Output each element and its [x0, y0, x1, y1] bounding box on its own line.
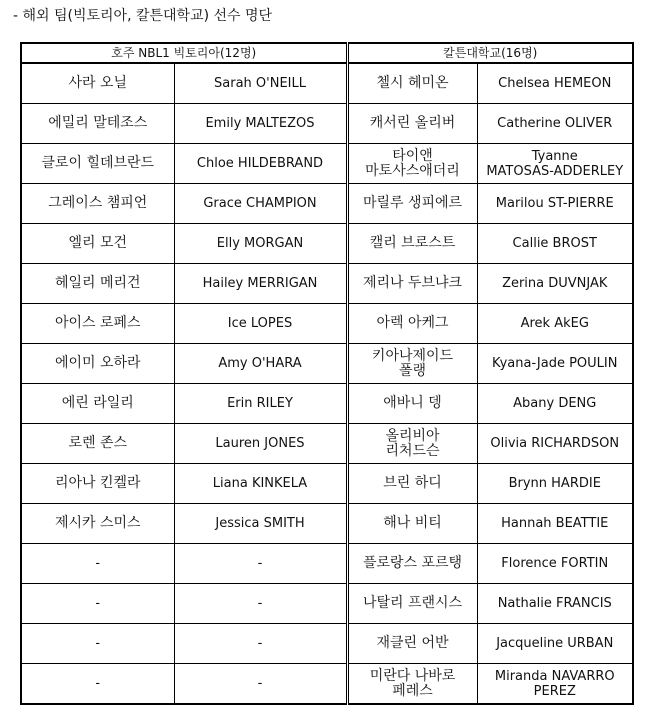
team1-english-name: - [174, 584, 347, 624]
team2-english-name: Hannah BEATTIE [477, 504, 633, 544]
team1-korean-name: - [21, 624, 174, 664]
table-row [21, 664, 633, 705]
team2-english-name: Chelsea HEMEON [477, 63, 633, 104]
team2-english-name: Miranda NAVARRO PEREZ [477, 664, 633, 705]
team2-english-name: Abany DENG [477, 384, 633, 424]
team2-korean-name: 캘리 브로스트 [347, 224, 477, 264]
team1-header: 호주 NBL1 빅토리아(12명) [21, 43, 347, 63]
team1-korean-name: - [21, 544, 174, 584]
team1-korean-name: 아이스 로페스 [21, 304, 174, 344]
team1-korean-name: 로렌 존스 [21, 424, 174, 464]
team1-korean-name: - [21, 664, 174, 705]
team2-korean-name: 나탈리 프랜시스 [347, 584, 477, 624]
team1-english-name: - [174, 544, 347, 584]
team2-korean-name: 해나 비티 [347, 504, 477, 544]
team1-korean-name: 사라 오닐 [21, 63, 174, 104]
table-row [21, 384, 633, 424]
team1-english-name: Chloe HILDEBRAND [174, 144, 347, 184]
team1-english-name: - [174, 624, 347, 664]
team2-korean-name: 브린 하디 [347, 464, 477, 504]
table-row [21, 63, 633, 104]
team2-english-name: Florence FORTIN [477, 544, 633, 584]
team1-english-name: Jessica SMITH [174, 504, 347, 544]
team2-korean-name: 미란다 나바로 페레스 [347, 664, 477, 705]
team1-korean-name: 리아나 킨켈라 [21, 464, 174, 504]
team2-english-name: Jacqueline URBAN [477, 624, 633, 664]
team1-english-name: Amy O'HARA [174, 344, 347, 384]
team2-korean-name: 키아나제이드 폴랭 [347, 344, 477, 384]
team2-korean-name: 캐서린 올리버 [347, 104, 477, 144]
team1-english-name: Sarah O'NEILL [174, 63, 347, 104]
team2-korean-name: 플로랑스 포르탱 [347, 544, 477, 584]
team1-korean-name: 헤일리 메리건 [21, 264, 174, 304]
roster-table [20, 42, 634, 705]
team1-korean-name: 제시카 스미스 [21, 504, 174, 544]
team1-english-name: Ice LOPES [174, 304, 347, 344]
table-row [21, 184, 633, 224]
team2-korean-name: 제리나 두브냐크 [347, 264, 477, 304]
team1-korean-name: 에린 라일리 [21, 384, 174, 424]
table-row [21, 344, 633, 384]
team1-korean-name: 클로이 힐데브란드 [21, 144, 174, 184]
table-row [21, 464, 633, 504]
table-row [21, 304, 633, 344]
team2-english-name: Catherine OLIVER [477, 104, 633, 144]
team2-korean-name: 올리비아 리처드슨 [347, 424, 477, 464]
team1-english-name: Lauren JONES [174, 424, 347, 464]
team2-korean-name: 타이앤 마토사스애더리 [347, 144, 477, 184]
team2-korean-name: 아렉 아케그 [347, 304, 477, 344]
team1-english-name: Emily MALTEZOS [174, 104, 347, 144]
table-row [21, 544, 633, 584]
team2-english-name: Tyanne MATOSAS-ADDERLEY [477, 144, 633, 184]
table-row [21, 144, 633, 184]
table-row [21, 424, 633, 464]
team2-english-name: Marilou ST-PIERRE [477, 184, 633, 224]
team2-english-name: Callie BROST [477, 224, 633, 264]
team1-english-name: Grace CHAMPION [174, 184, 347, 224]
team1-korean-name: 에이미 오하라 [21, 344, 174, 384]
team2-english-name: Arek AkEG [477, 304, 633, 344]
team2-korean-name: 재클린 어반 [347, 624, 477, 664]
team2-english-name: Nathalie FRANCIS [477, 584, 633, 624]
table-row [21, 584, 633, 624]
team1-korean-name: - [21, 584, 174, 624]
table-row [21, 104, 633, 144]
team2-english-name: Kyana-Jade POULIN [477, 344, 633, 384]
team2-korean-name: 마릴루 생피에르 [347, 184, 477, 224]
team2-english-name: Zerina DUVNJAK [477, 264, 633, 304]
document-title: - 해외 팀(빅토리아, 칼튼대학교) 선수 명단 [13, 8, 273, 24]
table-row [21, 264, 633, 304]
team1-korean-name: 엘리 모건 [21, 224, 174, 264]
team2-korean-name: 애바니 뎅 [347, 384, 477, 424]
header-row [21, 43, 633, 63]
table-row [21, 624, 633, 664]
roster-body [21, 63, 633, 704]
team1-korean-name: 에밀리 말테조스 [21, 104, 174, 144]
team1-english-name: Erin RILEY [174, 384, 347, 424]
team1-english-name: Liana KINKELA [174, 464, 347, 504]
table-row [21, 504, 633, 544]
team1-english-name: - [174, 664, 347, 705]
team2-english-name: Olivia RICHARDSON [477, 424, 633, 464]
team2-english-name: Brynn HARDIE [477, 464, 633, 504]
team1-english-name: Hailey MERRIGAN [174, 264, 347, 304]
team1-english-name: Elly MORGAN [174, 224, 347, 264]
table-row [21, 224, 633, 264]
team1-korean-name: 그레이스 챔피언 [21, 184, 174, 224]
team2-header: 칼튼대학교(16명) [347, 43, 633, 63]
team2-korean-name: 첼시 헤미온 [347, 63, 477, 104]
